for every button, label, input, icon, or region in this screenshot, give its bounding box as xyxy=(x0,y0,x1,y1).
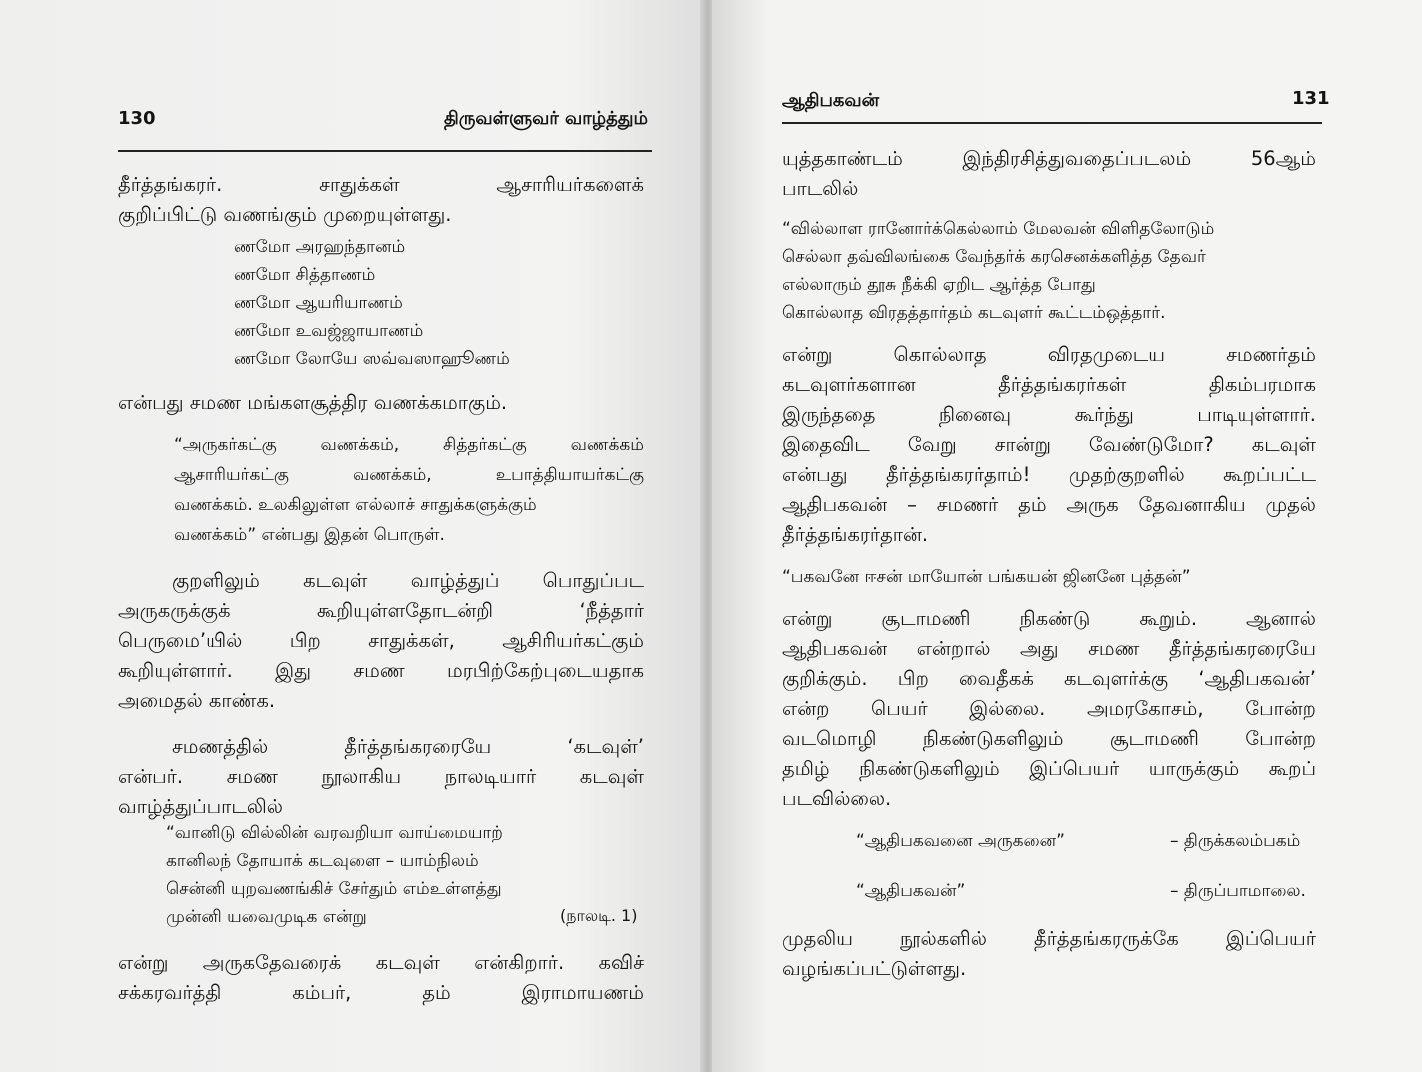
word: கம்பர், xyxy=(292,981,352,1004)
reference-quote: “ஆதிபகவனை அருகனை” xyxy=(856,831,1065,851)
body-line: வழங்கப்பட்டுள்ளது. xyxy=(782,957,967,980)
word: ஆசிரியர்கட்கும் xyxy=(502,629,644,652)
page-number: 130 xyxy=(118,108,156,129)
body-line xyxy=(782,924,1316,954)
body-line xyxy=(172,566,644,596)
body-line: பாடலில் xyxy=(782,177,859,200)
word: பாடியுள்ளார். xyxy=(1197,403,1316,426)
left-page xyxy=(0,0,706,1072)
word: வணக்கம், xyxy=(320,435,400,455)
word: என்றால் xyxy=(916,637,991,660)
word: கடவுளர்களான xyxy=(782,373,916,396)
verse-line: “வில்லாள ரானோர்க்கெல்லாம் மேலவன் விளிதலோடும் xyxy=(782,219,1215,239)
word: சான்று xyxy=(994,433,1051,456)
word: என்று xyxy=(118,951,169,974)
word: தமிழ் xyxy=(782,757,830,780)
body-line xyxy=(782,604,1316,634)
quote-line: “பகவனே ஈசன் மாயோன் பங்கயன் ஜினனே புத்தன்” xyxy=(782,567,1191,587)
body-line xyxy=(172,732,644,762)
word: அருகதேவரைக் xyxy=(202,951,342,974)
word: அருகருக்குக் xyxy=(118,599,231,622)
word: போன்ற xyxy=(1245,727,1316,750)
word: பொதுப்பட xyxy=(542,569,644,592)
word: தீர்த்தங்கரரையே xyxy=(344,735,492,758)
word: சமண xyxy=(226,765,278,788)
quote-line xyxy=(174,460,644,490)
word: நினைவு xyxy=(938,403,1012,426)
mantra-line: ணமோ சித்தாணம் xyxy=(234,265,376,285)
word: சமணர்தம் xyxy=(1226,343,1316,366)
body-line xyxy=(782,754,1316,784)
word: கூறும். xyxy=(1139,607,1198,630)
body-line xyxy=(782,634,1316,664)
word: அது xyxy=(1020,637,1059,660)
word: ஆனால் xyxy=(1246,607,1316,630)
body-line xyxy=(782,340,1316,370)
word: முதற்குறளில் xyxy=(1068,463,1185,486)
word: தேவனாகிய xyxy=(1138,493,1246,516)
verse-citation: (நாலடி. 1) xyxy=(560,906,638,925)
word: இந்திரசித்துவதைப்படலம் xyxy=(962,147,1192,170)
word: நூலாகிய xyxy=(321,765,402,788)
word: சாதுக்கள், xyxy=(368,629,455,652)
word: முதலிய xyxy=(782,927,853,950)
word: பெருமை’யில் xyxy=(118,629,243,652)
word: என்பர். xyxy=(118,765,184,788)
body-line xyxy=(782,430,1316,460)
word: வடமொழி xyxy=(782,727,877,750)
word: திகம்பரமாக xyxy=(1208,373,1316,396)
word: தம் xyxy=(422,981,451,1004)
word: வணக்கம் xyxy=(570,435,644,455)
word: ஆதிபகவன் xyxy=(782,493,888,516)
verse-line: எல்லாரும் தூசு நீக்கி ஏறிட ஆர்த்த போது xyxy=(782,275,1096,295)
running-title: ஆதிபகவன் xyxy=(782,90,880,111)
header-rule xyxy=(782,122,1322,124)
word: குறிக்கும். xyxy=(782,667,868,690)
body-line: தீர்த்தங்கரர்தான். xyxy=(782,523,929,546)
word: கடவுள் xyxy=(303,569,368,592)
mantra-line: ணமோ ஆயரியாணம் xyxy=(234,293,403,313)
body-line: அமைதல் காண்க. xyxy=(118,689,276,712)
word: தீர்த்தங்கரரையே xyxy=(1168,637,1316,660)
verse-line: கொல்லாத விரதத்தார்தம் கடவுளர் கூட்டம்ஒத்தார். xyxy=(782,303,1166,323)
body-line: என்பது சமண மங்களசூத்திர வணக்கமாகும். xyxy=(118,391,508,414)
word: தீர்த்தங்கரர்கள் xyxy=(998,373,1127,396)
word: சமணத்தில் xyxy=(172,735,269,758)
word: தம் xyxy=(1018,493,1047,516)
word: இதைவிட xyxy=(782,433,870,456)
verse-line: செல்லா தவ்விலங்கை வேந்தர்க் கரசெனக்களித்த தேவர் xyxy=(782,247,1206,267)
quote-line xyxy=(174,430,644,460)
word: சாதுக்கள் xyxy=(319,173,400,196)
body-line xyxy=(118,656,644,686)
word: நூல்களில் xyxy=(900,927,987,950)
word: மரபிற்கேற்புடையதாக xyxy=(447,659,644,682)
body-line xyxy=(782,694,1316,724)
body-line xyxy=(782,724,1316,754)
word: – xyxy=(907,493,917,516)
body-line xyxy=(782,460,1316,490)
verse-line: முன்னி யவைமுடிக என்று xyxy=(166,907,367,927)
word: கூறப்பட்ட xyxy=(1223,463,1316,486)
word: என்பது xyxy=(782,463,848,486)
word: வேறு xyxy=(907,433,957,456)
word: ஆசாரியர்களைக் xyxy=(496,173,644,196)
word: சமண xyxy=(1088,637,1140,660)
word: குறளிலும் xyxy=(172,569,260,592)
word: முதல் xyxy=(1265,493,1316,516)
word: கொல்லாத xyxy=(893,343,987,366)
word: என்கிறார். xyxy=(474,951,565,974)
word: இருந்ததை xyxy=(782,403,876,426)
word: சித்தர்கட்கு xyxy=(443,435,527,455)
word: இப்பெயர் xyxy=(1029,757,1120,780)
header-rule xyxy=(118,150,652,152)
word: நாலடியார் xyxy=(444,765,537,788)
word: ‘நீத்தார் xyxy=(579,599,644,622)
word: உபாத்தியாயர்கட்கு xyxy=(495,465,644,485)
body-line xyxy=(782,144,1316,174)
word: வைதீகக் xyxy=(959,667,1034,690)
verse-line: “வானிடு வில்லின் வரவறியா வாய்மையாற் xyxy=(166,823,503,843)
word: ‘கடவுள்’ xyxy=(567,735,644,758)
word: பெயர் xyxy=(871,697,928,720)
verse-line: சென்னி யுறவணங்கிச் சேர்தும் எம்உள்ளத்து xyxy=(166,879,502,899)
word: இல்லை. xyxy=(969,697,1046,720)
word: தீர்த்தங்கரர்தாம்! xyxy=(885,463,1031,486)
word: சூடாமணி xyxy=(881,607,971,630)
word: இப்பெயர் xyxy=(1225,927,1316,950)
word: கூறியுள்ளார். xyxy=(118,659,233,682)
mantra-line: ணமோ உவஜ்ஜாயாணம் xyxy=(234,321,424,341)
word: பிற xyxy=(289,629,321,652)
word: ‘ஆதிபகவன்’ xyxy=(1198,667,1316,690)
page-number: 131 xyxy=(1292,88,1330,109)
reference-source: – திருக்கலம்பகம் xyxy=(1170,831,1301,851)
word: வாழ்த்துப் xyxy=(410,569,500,592)
word: சமண xyxy=(353,659,405,682)
reference-quote: “ஆதிபகவன்” xyxy=(856,881,966,901)
body-line xyxy=(118,762,644,792)
word: சூடாமணி xyxy=(1109,727,1199,750)
right-page xyxy=(712,0,1422,1072)
body-line: வாழ்த்துப்பாடலில் xyxy=(118,795,283,818)
body-line xyxy=(118,948,644,978)
word: நிகண்டு xyxy=(1019,607,1091,630)
body-line xyxy=(118,978,644,1008)
running-title: திருவள்ளுவர் வாழ்த்தும் xyxy=(444,108,648,129)
word: கூர்ந்து xyxy=(1074,403,1134,426)
word: கடவுள் xyxy=(1251,433,1316,456)
word: விரதமுடைய xyxy=(1047,343,1166,366)
body-line xyxy=(782,664,1316,694)
word: அமரகோசம், xyxy=(1086,697,1204,720)
quote-line: வணக்கம்” என்பது இதன் பொருள். xyxy=(174,525,445,545)
word: வேண்டுமோ? xyxy=(1088,433,1214,456)
verse-line: கானிலந் தோயாக் கடவுளை – யாம்நிலம் xyxy=(166,851,479,871)
word: சமணர் xyxy=(936,493,999,516)
mantra-line: ணமோ லோயே ஸவ்வஸாஹூணம் xyxy=(234,349,510,369)
word: என்ற xyxy=(782,697,830,720)
quote-line: வணக்கம். உலகிலுள்ள எல்லாச் சாதுக்களுக்கும் xyxy=(174,495,537,515)
word: யாருக்கும் xyxy=(1148,757,1240,780)
body-line xyxy=(118,170,644,200)
word: என்று xyxy=(782,343,833,366)
word: நிகண்டுகளிலும் xyxy=(859,757,1000,780)
body-line xyxy=(782,400,1316,430)
word: என்று xyxy=(782,607,833,630)
word: கடவுள் xyxy=(375,951,440,974)
word: யுத்தகாண்டம் xyxy=(782,147,903,170)
word: இது xyxy=(275,659,312,682)
body-line xyxy=(118,626,644,656)
word: கூறியுள்ளதோடன்றி xyxy=(316,599,494,622)
word: சக்கரவர்த்தி xyxy=(118,981,222,1004)
word: நிகண்டுகளிலும் xyxy=(922,727,1064,750)
word: 56ஆம் xyxy=(1250,147,1316,170)
word: வணக்கம், xyxy=(352,465,432,485)
word: கூறப் xyxy=(1268,757,1316,780)
reference-source: – திருப்பாமாலை. xyxy=(1170,881,1306,901)
word: பிற xyxy=(897,667,929,690)
body-line xyxy=(782,490,1316,520)
word: ஆசாரியர்கட்கு xyxy=(174,465,289,485)
mantra-line: ணமோ அரஹந்தானம் xyxy=(234,237,406,257)
word: கடவுள் xyxy=(579,765,644,788)
body-line: படவில்லை. xyxy=(782,787,892,810)
word: தீர்த்தங்கரருக்கே xyxy=(1034,927,1179,950)
word: அருக xyxy=(1066,493,1119,516)
body-line xyxy=(782,370,1316,400)
word: “அருகர்கட்கு xyxy=(174,435,277,455)
word: இராமாயணம் xyxy=(521,981,644,1004)
word: போன்ற xyxy=(1245,697,1316,720)
word: கடவுளர்க்கு xyxy=(1064,667,1169,690)
word: ஆதிபகவன் xyxy=(782,637,888,660)
body-line xyxy=(118,596,644,626)
word: கவிச் xyxy=(598,951,644,974)
word: தீர்த்தங்கரர். xyxy=(118,173,223,196)
body-line: குறிப்பிட்டு வணங்கும் முறையுள்ளது. xyxy=(118,203,452,226)
